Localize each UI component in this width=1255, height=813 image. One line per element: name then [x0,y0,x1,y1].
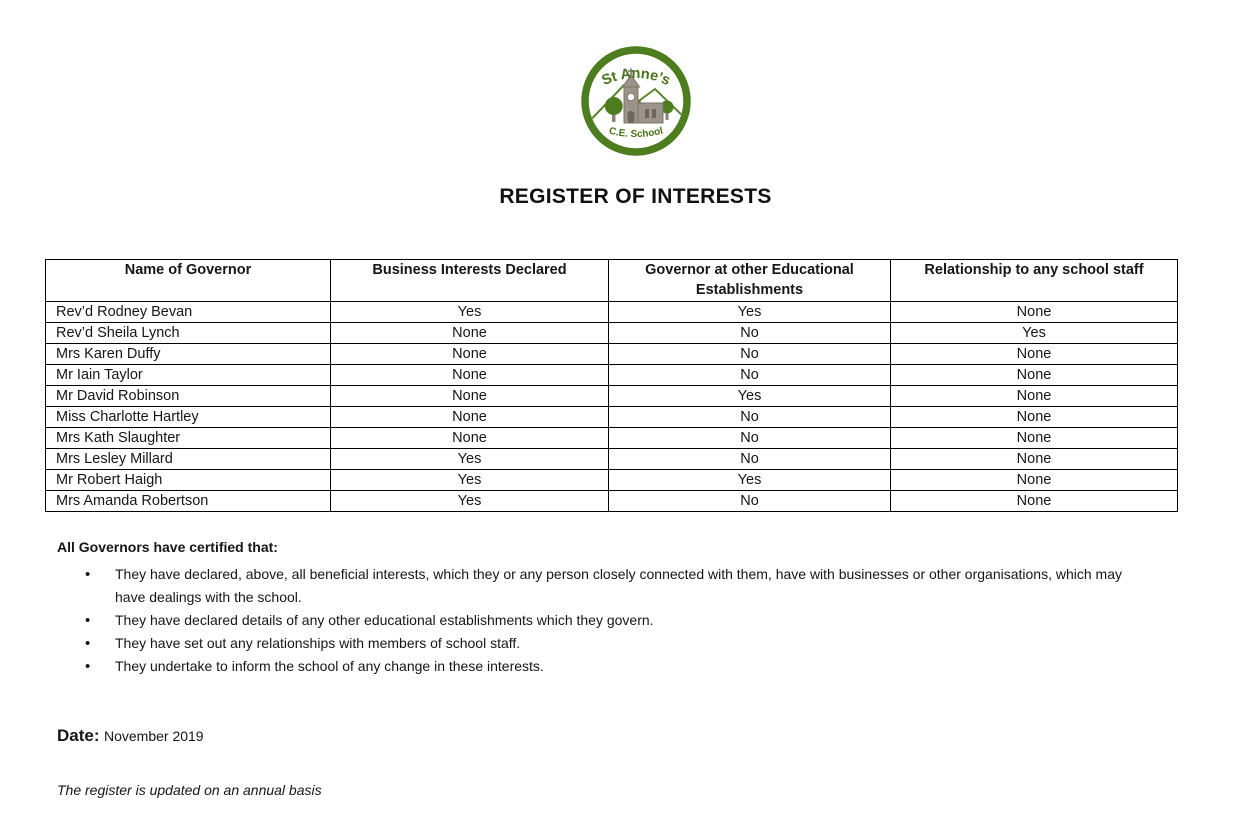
table-row [46,428,1178,449]
governor-name-cell: Miss Charlotte Hartley [46,407,331,428]
value-cell: None [331,323,609,344]
value-cell: None [891,302,1178,323]
logo-school-type: C.E. School [607,125,664,141]
governor-name-cell: Mr David Robinson [46,386,331,407]
value-cell: Yes [609,302,891,323]
table-row [46,344,1178,365]
certification-heading: All Governors have certified that: [57,539,278,555]
value-cell: None [891,365,1178,386]
register-of-interests-table [45,259,1178,512]
value-cell: None [331,428,609,449]
header-other-establishments: Governor at other Educational Establishments [609,260,891,302]
table-body [46,302,1178,512]
footer-note: The register is updated on an annual basis [57,782,322,798]
governor-name-cell: Mrs Amanda Robertson [46,491,331,512]
school-logo [580,45,692,157]
date-line [57,725,1255,748]
governor-name-cell: Mrs Lesley Millard [46,449,331,470]
table-header-row [46,260,1178,302]
value-cell: Yes [331,470,609,491]
governor-name-cell: Mrs Kath Slaughter [46,428,331,449]
value-cell: No [609,428,891,449]
value-cell: No [609,491,891,512]
certification-bullet: • They undertake to inform the school of any change in these interests. [57,655,1142,678]
value-cell: Yes [331,449,609,470]
value-cell: No [609,323,891,344]
governor-name-cell: Mr Robert Haigh [46,470,331,491]
certification-bullet: • They have declared details of any other educational establishments which they govern. [57,609,1142,632]
value-cell: None [891,386,1178,407]
certification-bullet-list [57,563,1142,678]
value-cell: None [891,407,1178,428]
table-row [46,365,1178,386]
value-cell: No [609,344,891,365]
table-row [46,449,1178,470]
value-cell: None [331,407,609,428]
value-cell: No [609,449,891,470]
value-cell: None [891,491,1178,512]
school-crest-icon [580,45,692,157]
table-row [46,407,1178,428]
page-title: REGISTER OF INTERESTS [499,185,772,208]
logo-school-name: St Anne’s [599,65,672,90]
value-cell: Yes [609,386,891,407]
governor-name-cell: Rev’d Rodney Bevan [46,302,331,323]
governor-name-cell: Mr Iain Taylor [46,365,331,386]
value-cell: Yes [609,470,891,491]
value-cell: Yes [891,323,1178,344]
value-cell: None [331,365,609,386]
table-row [46,386,1178,407]
header-relationship-staff: Relationship to any school staff [891,260,1178,302]
table-row [46,323,1178,344]
date-value: November 2019 [103,728,204,744]
certification-bullet: • They have set out any relationships with members of school staff. [57,632,1142,655]
governor-name-cell: Rev’d Sheila Lynch [46,323,331,344]
table-row [46,470,1178,491]
document-page [0,45,1255,813]
value-cell: None [331,344,609,365]
header-business-interests: Business Interests Declared [331,260,609,302]
certification-bullet: • They have declared, above, all beneficial interests, which they or any person closely connected with them, have with businesses or other organisations, which may have dealings with the school. [57,563,1142,609]
value-cell: None [891,428,1178,449]
value-cell: No [609,407,891,428]
value-cell: None [891,470,1178,491]
header-name-of-governor: Name of Governor [46,260,331,302]
value-cell: Yes [331,302,609,323]
value-cell: Yes [331,491,609,512]
value-cell: No [609,365,891,386]
governor-name-cell: Mrs Karen Duffy [46,344,331,365]
value-cell: None [891,344,1178,365]
date-label: Date: [57,726,100,745]
table-row [46,491,1178,512]
value-cell: None [331,386,609,407]
table-row [46,302,1178,323]
value-cell: None [891,449,1178,470]
